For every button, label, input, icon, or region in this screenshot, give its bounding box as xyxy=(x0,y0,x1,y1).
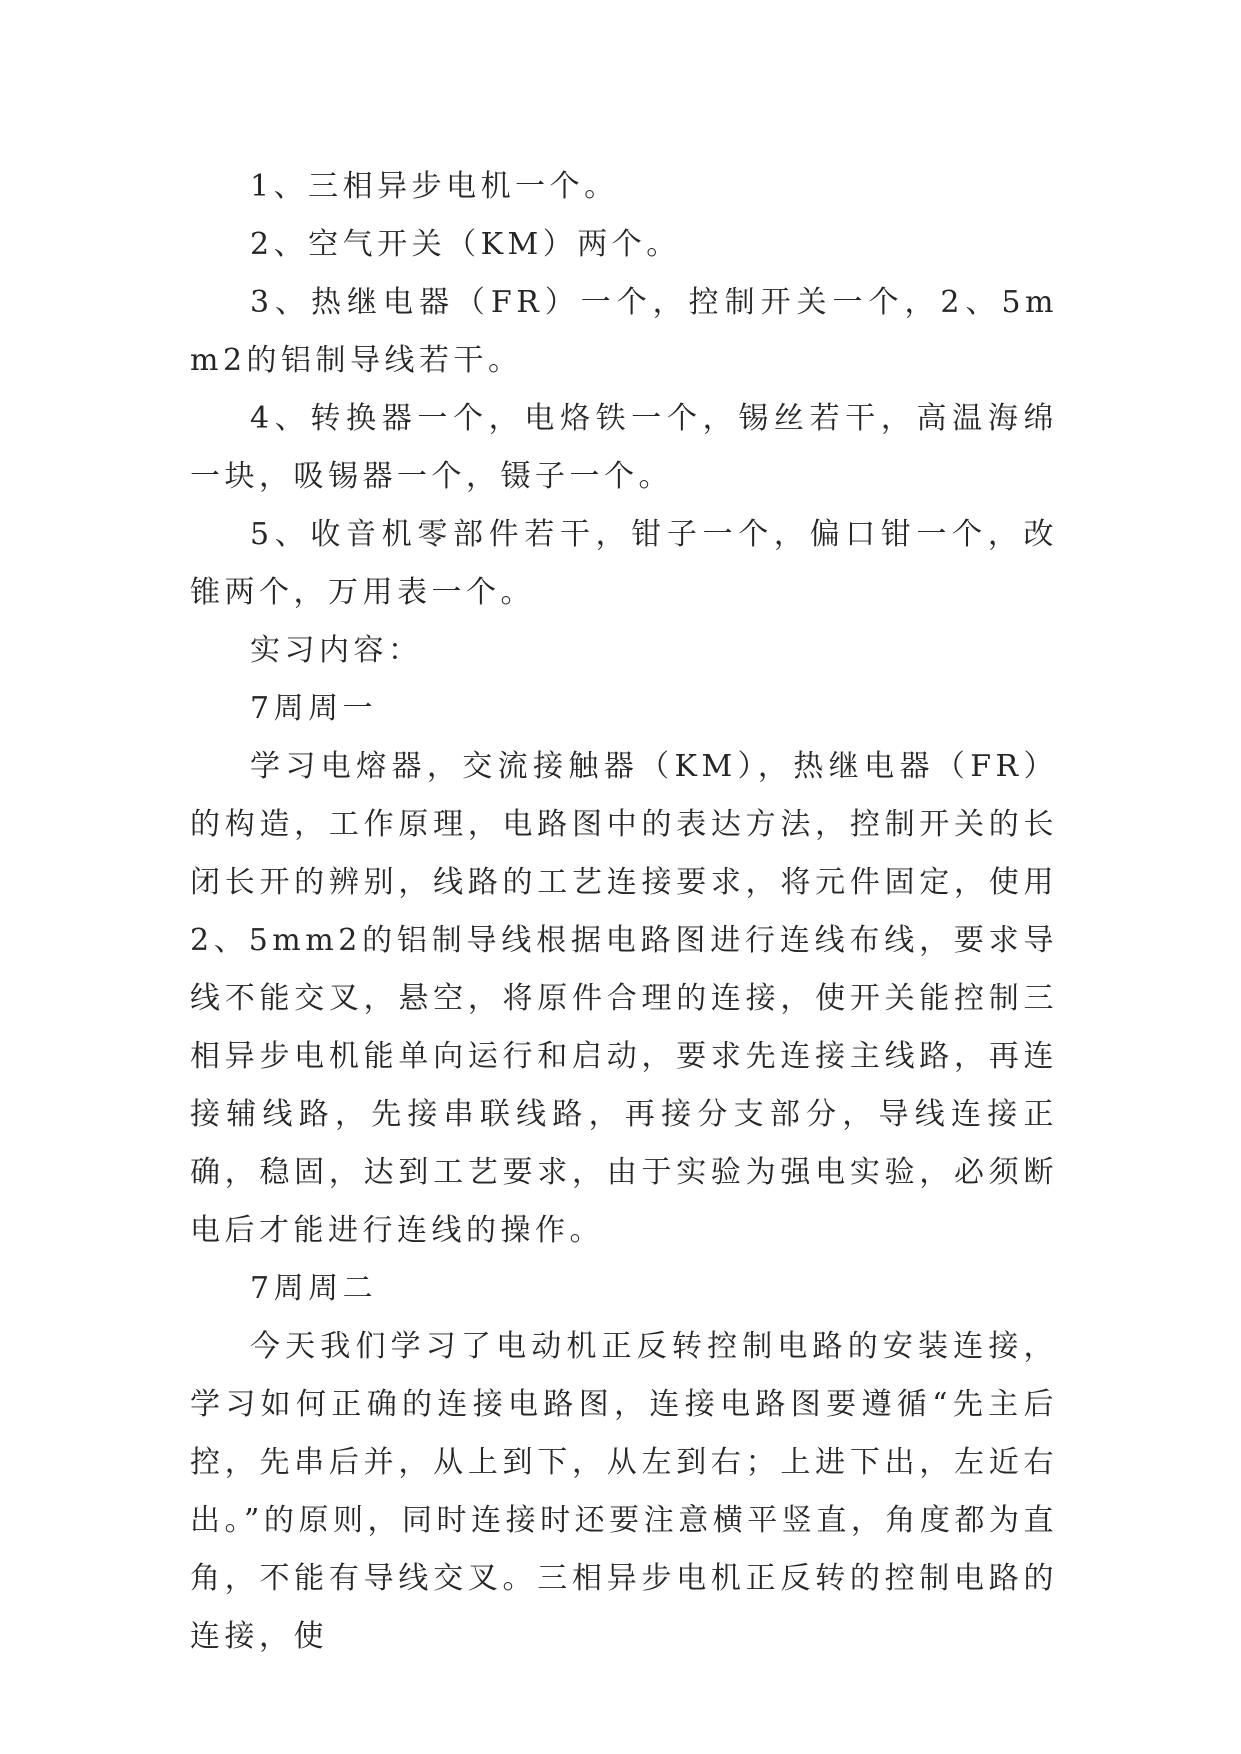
paragraph-item-1: 1、三相异步电机一个。 xyxy=(250,169,619,204)
paragraph-monday: 学习电熔器，交流接触器（KM），热继电器（FR）的构造，工作原理，电路图中的表达方法，控制开关的长闭长开的辨别，线路的工艺连接要求，将元件固定，使用2、5mm2的铝制导线根据电路图进行连线布线，要求导线不能交叉，悬空，将原件合理的连接，使开关能控制三相异步电机能单向运行和启动，要求先连接主线路，再连接辅线路，先接串联线路，再接分支部分，导线连接正确，稳固，达到工艺要求，由于实验为强电实验，必须断电后才能进行连线的操作。 xyxy=(190,749,1058,1248)
document-body xyxy=(190,158,1058,1666)
day-heading-tuesday: 7周周二 xyxy=(250,1271,378,1306)
paragraph-item-5: 5、收音机零部件若干，钳子一个，偏口钳一个，改锥两个，万用表一个。 xyxy=(190,517,1058,610)
day-heading-monday: 7周周一 xyxy=(250,691,378,726)
paragraph-item-4: 4、转换器一个，电烙铁一个，锡丝若干，高温海绵一块，吸锡器一个，镊子一个。 xyxy=(190,401,1058,494)
paragraph-item-3: 3、热继电器（FR）一个，控制开关一个，2、5mm2的铝制导线若干。 xyxy=(190,285,1058,378)
paragraph-item-2: 2、空气开关（KM）两个。 xyxy=(250,227,681,262)
paragraph-tuesday: 今天我们学习了电动机正反转控制电路的安装连接，学习如何正确的连接电路图，连接电路图要遵循“先主后控，先串后并，从上到下，从左到右；上进下出，左近右出。”的原则，同时连接时还要注意横平竖直，角度都为直角，不能有导线交叉。三相异步电机正反转的控制电路的连接，使 xyxy=(190,1329,1058,1654)
section-heading-content: 实习内容： xyxy=(250,633,423,668)
